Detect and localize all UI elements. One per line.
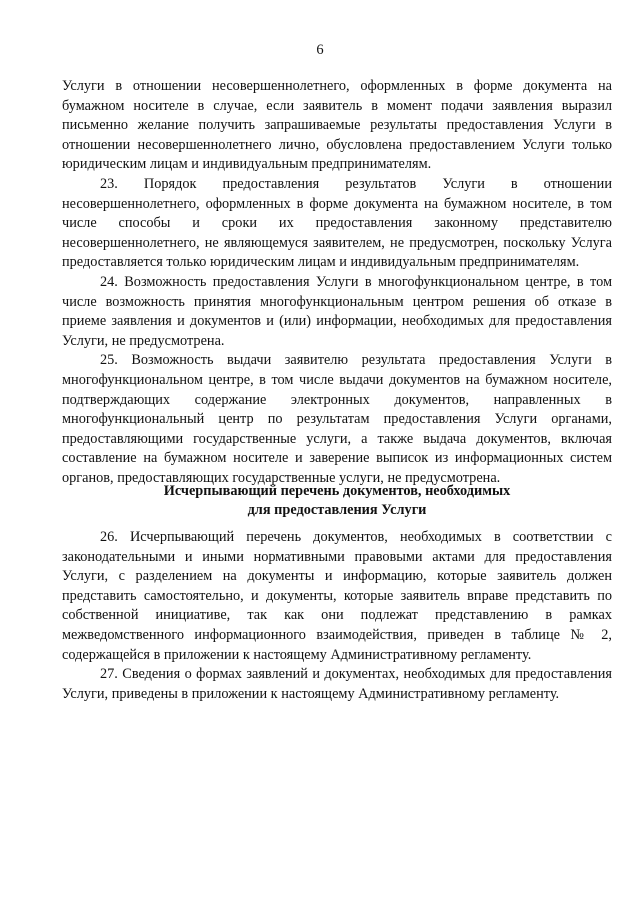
section-heading-line-2: для предоставления Услуги — [247, 502, 427, 518]
text-block-top — [62, 77, 612, 488]
page-number: 6 — [316, 42, 324, 58]
paragraph-27: 27. Сведения о формах заявлений и документах, необходимых для предоставления Услуги, приведены в приложении к настоящему Административному регламенту. — [62, 666, 612, 702]
paragraph-continuation: Услуги в отношении несовершеннолетнего, оформленных в форме документа на бумажном носителе в случае, если заявитель в момент подачи заявления выразил письменно желание получить запрашиваемые результаты предоставления Услуги в отношении несовершеннолетнего лично, обусловлена предоставлением Услуги только юридическим лицам и индивидуальным предпринимателям. — [62, 78, 612, 173]
text-block-bottom — [62, 528, 612, 704]
section-heading-line-1: Исчерпывающий перечень документов, необходимых — [163, 483, 511, 499]
paragraph-24: 24. Возможность предоставления Услуги в многофункциональном центре, в том числе возможность принятия многофункциональным центром решения об отказе в приеме заявления и документов и (или) информации, необходимых для предоставления Услуги, не предусмотрена. — [62, 273, 612, 349]
paragraph-25: 25. Возможность выдачи заявителю результата предоставления Услуги в многофункциональном центре, в том числе выдачи документов на бумажном носителе, подтверждающих содержание электронных документов, направленных в многофункциональный центр по результатам предоставления Услуги органами, предоставляющими государственные услуги, а также выдача документов, включая составление на бумажном носителе и заверение выписок из информационных систем органов, предоставляющих государственные услуги, не предусмотрена. — [62, 352, 612, 486]
paragraph-26: 26. Исчерпывающий перечень документов, необходимых в соответствии с законодательными и иными нормативными правовыми актами для предоставления Услуги, с разделением на документы и информацию, которые заявитель должен представить самостоятельно, и документы, которые заявитель вправе представить по собственной инициативе, так как они подлежат представлению в рамках межведомственного информационного взаимодействия, приведен в таблице № 2, содержащейся в приложении к настоящему Административному регламенту. — [62, 529, 612, 663]
paragraph-23: 23. Порядок предоставления результатов Услуги в отношении несовершеннолетнего, оформленных в форме документа на бумажном носителе, в том числе способы и сроки их предоставления законному представителю несовершеннолетнего, не являющемуся заявителем, не предусмотрен, поскольку Услуга предоставляется только юридическим лицам и индивидуальным предпринимателям. — [62, 175, 612, 271]
section-heading — [62, 482, 612, 520]
